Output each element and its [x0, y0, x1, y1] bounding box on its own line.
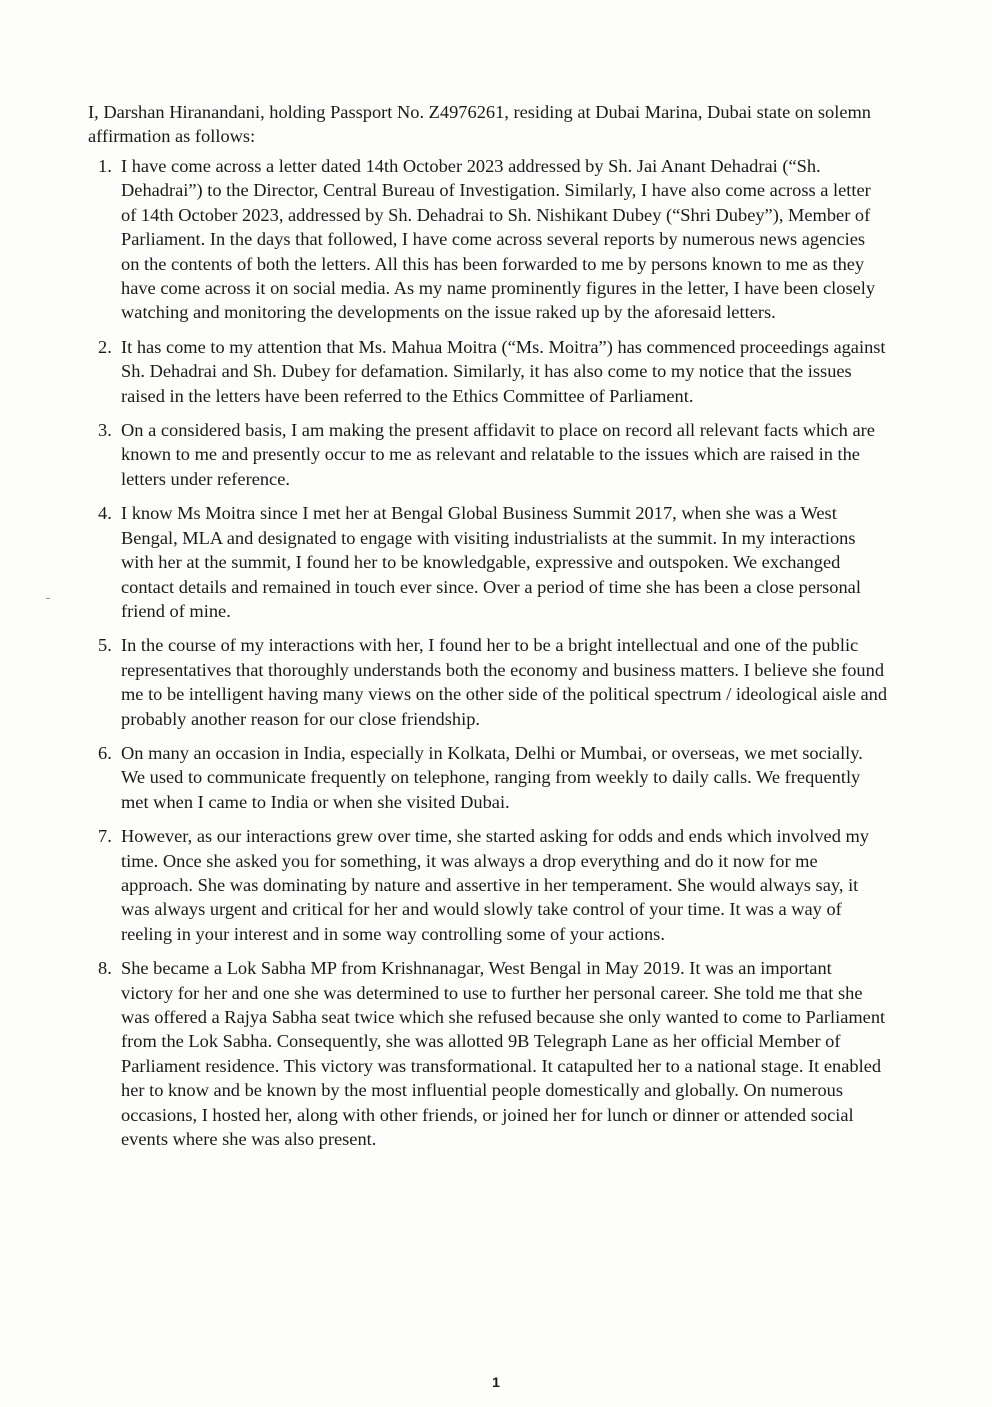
paragraph-text: She became a Lok Sabha MP from Krishnanagar, West Bengal in May 2019. It was an important victory for her and one she was determined to use to further her personal career. She told me that she was offered a Rajya Sabha seat twice which she refused because she only wanted to come to Parliament from the Lok Sabha. Consequently, she was allotted 9B Telegraph Lane as her official Member of Parliament residence. This victory was transformational. It catapulted her to a national stage. It enabled her to know and be known by the most influential people domestically and globally. On numerous occasions, I hosted her, along with other friends, or joined her for lunch or dinner or attended social events where she was also present. [121, 958, 886, 1150]
paragraph-number: 4. [98, 503, 112, 524]
paragraph-list [88, 154, 888, 1151]
paragraph-4 [88, 501, 888, 623]
paragraph-7 [88, 824, 888, 946]
paragraph-2 [88, 335, 888, 408]
paragraph-text: However, as our interactions grew over time, she started asking for odds and ends which involved my time. Once she asked you for something, it was always a drop everything and do it now for me approach. She was dominating by nature and assertive in her temperament. She would always say, it was always urgent and critical for her and would slowly take control of your time. It was a way of reeling in your interest and in some way controlling some of your actions. [121, 826, 869, 944]
paragraph-6 [88, 741, 888, 814]
paragraph-number: 6. [98, 742, 112, 763]
paragraph-text: I have come across a letter dated 14th October 2023 addressed by Sh. Jai Anant Dehadrai (“Sh. Dehadrai”) to the Director, Central Bureau of Investigation. Similarly, I have also come across a letter of 14th October 2023, addressed by Sh. Dehadrai to Sh. Nishikant Dubey (“Shri Dubey”), Member of Parliament. In the days that followed, I have come across several reports by numerous news agencies on the contents of both the letters. All this has been forwarded to me by persons known to me as they have come across it on social media. As my name prominently figures in the letter, I have been closely watching and monitoring the developments on the issue raked up by the aforesaid letters. [121, 156, 876, 323]
paragraph-number: 2. [98, 336, 112, 357]
paragraph-text: It has come to my attention that Ms. Mahua Moitra (“Ms. Moitra”) has commenced proceedings against Sh. Dehadrai and Sh. Dubey for defamation. Similarly, it has also come to my notice that the issues raised in the letters have been referred to the Ethics Committee of Parliament. [121, 336, 886, 406]
paragraph-1 [88, 154, 888, 325]
paragraph-8 [88, 956, 888, 1151]
paragraph-3 [88, 418, 888, 491]
intro-statement: I, Darshan Hiranandani, holding Passport No. Z4976261, residing at Dubai Marina, Dubai state on solemn affirmation as follows: [88, 102, 871, 146]
paragraph-number: 7. [98, 826, 112, 847]
paragraph-text: I know Ms Moitra since I met her at Bengal Global Business Summit 2017, when she was a West Bengal, MLA and designated to engage with visiting industrialists at the summit. In my interactions with her at the summit, I found her to be knowledgable, expressive and outspoken. We exchanged contact details and remained in touch ever since. Over a period of time she has been a close personal friend of mine. [121, 503, 861, 621]
paragraph-text: On many an occasion in India, especially in Kolkata, Delhi or Mumbai, or overseas, we met socially. We used to communicate frequently on telephone, ranging from weekly to daily calls. We frequently met when I came to India or when she visited Dubai. [121, 742, 863, 812]
paragraph-number: 1. [98, 156, 112, 176]
paragraph-5 [88, 633, 888, 731]
paragraph-number: 3. [98, 420, 112, 441]
affidavit-body [88, 100, 888, 1161]
scan-margin-mark [46, 598, 50, 599]
paragraph-number: 5. [98, 635, 112, 656]
page-number: 1 [492, 1374, 500, 1390]
paragraph-text: In the course of my interactions with her, I found her to be a bright intellectual and one of the public representatives that thoroughly understands both the economy and business matters. I believe she found me to be intelligent having many views on the other side of the political spectrum / ideological aisle and probably another reason for our close friendship. [121, 635, 888, 729]
paragraph-text: On a considered basis, I am making the present affidavit to place on record all relevant facts which are known to me and presently occur to me as relevant and relatable to the issues which are raised in the letters under reference. [121, 420, 875, 489]
paragraph-number: 8. [98, 958, 112, 979]
